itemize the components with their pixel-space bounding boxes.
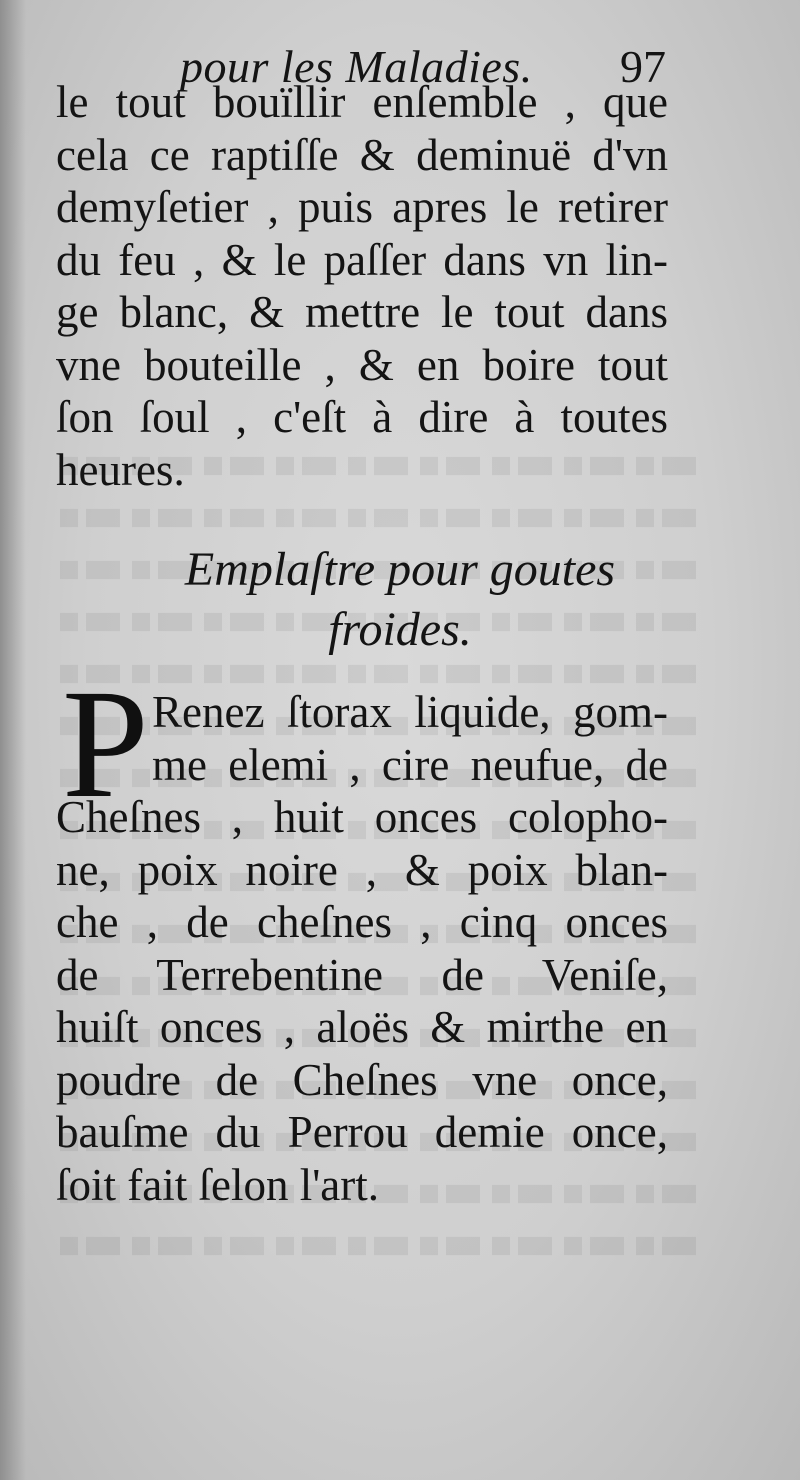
- text-line: huiſt onces , aloës & mirthe en: [56, 1002, 668, 1052]
- text-line: Cheſnes , huit onces colopho-: [56, 792, 668, 842]
- text-line: ſoit fait ſelon l'art.: [56, 1159, 380, 1210]
- page-number: 97: [620, 41, 666, 92]
- drop-cap: P: [62, 657, 149, 830]
- text-line: de Terrebentine de Veniſe,: [56, 949, 668, 1000]
- text-line: ſon ſoul , c'eſt à dire à toutes: [56, 392, 668, 442]
- text-line: heures.: [56, 444, 185, 495]
- running-head: pour les Maladies.: [180, 41, 533, 92]
- heading-line: Emplaſtre pour goutes: [184, 543, 616, 596]
- heading-line: froides.: [328, 603, 472, 656]
- text-line: poudre de Cheſnes vne once,: [56, 1054, 668, 1105]
- text-line: ge blanc, & mettre le tout dans: [56, 287, 668, 337]
- text-line: du feu , & le paſſer dans vn lin-: [56, 234, 668, 285]
- text-line: demyſetier , puis apres le retirer: [56, 182, 668, 232]
- text-line: le tout bouïllir enſemble , que: [56, 77, 668, 127]
- text-line: bauſme du Perrou demie once,: [56, 1107, 668, 1157]
- text-line: cela ce raptiſſe & deminuë d'vn: [56, 129, 668, 180]
- paragraph-emplastre-recipe: [56, 686, 668, 1211]
- text-line: me elemi , cire neufue, de: [152, 739, 668, 790]
- page-gutter-shadow: [0, 0, 26, 1480]
- paragraph-recipe-end: [56, 76, 668, 496]
- text-line: Renez ſtorax liquide, gom-: [152, 687, 668, 737]
- text-line: vne bouteille , & en boire tout: [56, 339, 668, 390]
- text-line: che , de cheſnes , cinq onces: [56, 897, 668, 947]
- text-line: ne, poix noire , & poix blan-: [56, 844, 668, 895]
- section-heading: [0, 540, 800, 660]
